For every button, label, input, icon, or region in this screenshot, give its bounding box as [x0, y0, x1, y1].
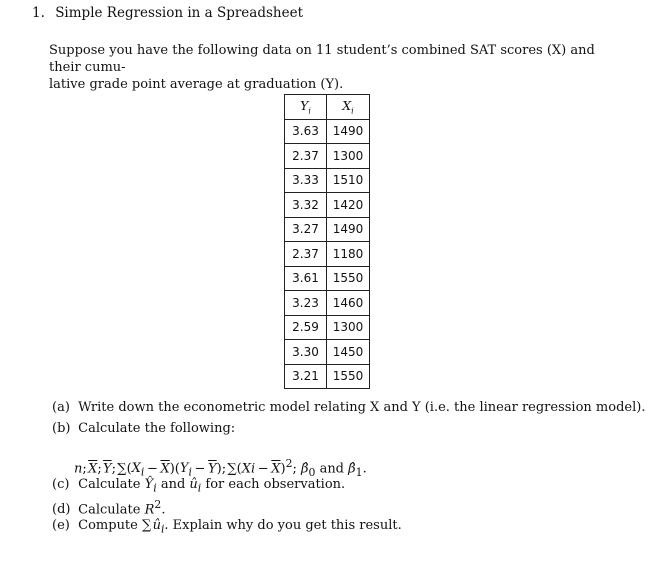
question-c-post: for each observation. [205, 477, 346, 492]
table-row [285, 242, 370, 267]
cell-y: 3.23 [285, 291, 327, 316]
column-header-y-subscript: i [308, 106, 311, 116]
table-row [285, 340, 370, 365]
cell-x: 1300 [327, 144, 370, 169]
table-row [285, 291, 370, 316]
intro-line-1: Suppose you have the following data on 11 student’s combined SAT scores (X) and their cumu- [49, 43, 595, 75]
cell-x: 1460 [327, 291, 370, 316]
table-row [285, 364, 370, 389]
cell-y: 3.27 [285, 217, 327, 242]
question-e-pre: Compute [78, 518, 138, 533]
question-d-pre: Calculate [78, 502, 141, 518]
cell-x: 1300 [327, 315, 370, 340]
table-row [285, 315, 370, 340]
table-row [285, 144, 370, 169]
cell-y: 3.63 [285, 119, 327, 144]
cell-y: 3.61 [285, 266, 327, 291]
question-d: (d) Calculate $R^2$. [52, 498, 166, 518]
column-header-x [327, 95, 370, 120]
question-a-label: (a) [52, 400, 70, 415]
cell-y: 2.37 [285, 242, 327, 267]
question-a-text: Write down the econometric model relating X and Y (i.e. the linear regression model). [78, 400, 646, 415]
question-e-label: (e) [52, 518, 70, 533]
question-d-label: (d) [52, 502, 71, 518]
formula-and: and [319, 461, 345, 477]
column-header-y [285, 95, 327, 120]
column-header-x-symbol: X [342, 98, 352, 113]
formula-list: n; $\overline{X}$; $\overline{Y}$; $\sum(X_i - \overline{X})(Y_i - \overline{Y})$; $\sum(Xi - \overline{X})^2$; $\betâ_0$ and $\betâ_1$. [74, 457, 367, 479]
column-header-x-subscript: i [351, 106, 354, 116]
cell-y: 3.32 [285, 193, 327, 218]
question-b-label: (b) [52, 421, 71, 436]
question-e-post: . Explain why do you get this result. [164, 518, 402, 533]
cell-y: 2.37 [285, 144, 327, 169]
problem-heading [32, 5, 303, 21]
cell-y: 3.33 [285, 168, 327, 193]
cell-y: 3.30 [285, 340, 327, 365]
question-b [52, 421, 235, 436]
table-row [285, 266, 370, 291]
question-c-mid: and [160, 477, 186, 492]
question-e: (e) Compute ∑ $û_i$. Explain why do you get this result. [52, 518, 402, 536]
cell-y: 3.21 [285, 364, 327, 389]
cell-x: 1490 [327, 119, 370, 144]
cell-x: 1180 [327, 242, 370, 267]
table-row [285, 119, 370, 144]
cell-x: 1450 [327, 340, 370, 365]
intro-line-2: lative grade point average at graduation (Y). [49, 77, 344, 92]
problem-intro [49, 42, 609, 93]
problem-number: 1. [32, 5, 45, 21]
cell-x: 1550 [327, 266, 370, 291]
table-row [285, 193, 370, 218]
question-b-text: Calculate the following: [78, 421, 236, 436]
cell-x: 1490 [327, 217, 370, 242]
question-c-label: (c) [52, 477, 70, 492]
table-row [285, 217, 370, 242]
table-header-row [285, 95, 370, 120]
problem-title: Simple Regression in a Spreadsheet [55, 5, 304, 21]
data-table [284, 94, 370, 389]
cell-x: 1420 [327, 193, 370, 218]
question-c-pre: Calculate [78, 477, 141, 492]
table-row [285, 168, 370, 193]
question-a [52, 400, 645, 415]
cell-x: 1550 [327, 364, 370, 389]
question-c: (c) Calculate $Ŷ_i$ and $û_i$ for each observation. [52, 477, 346, 495]
cell-y: 2.59 [285, 315, 327, 340]
cell-x: 1510 [327, 168, 370, 193]
column-header-y-symbol: Y [300, 98, 309, 113]
